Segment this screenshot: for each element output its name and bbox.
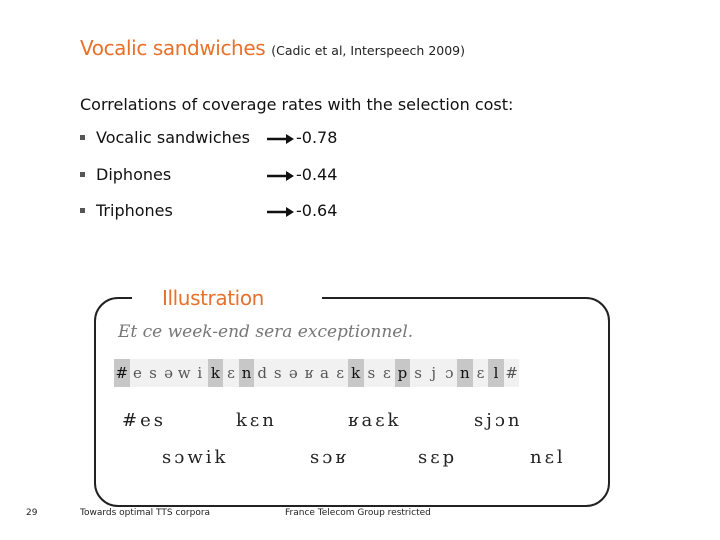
phoneme-cell: e (130, 359, 146, 387)
phoneme-cell: ə (161, 359, 177, 387)
phoneme-cell: ɛ (379, 359, 395, 387)
phoneme-cell: k (208, 359, 224, 387)
phoneme-cell: l (488, 359, 504, 387)
phoneme-cell: s (364, 359, 380, 387)
phoneme-cell: ɔ (441, 359, 457, 387)
sandwich-group: #es (122, 410, 166, 431)
bullet-marker (80, 208, 85, 213)
sandwich-group: ʁaɛk (348, 410, 402, 431)
phoneme-cell: # (504, 359, 520, 387)
sandwich-group: sɔʁ (310, 447, 349, 468)
bullet-label: Triphones (96, 201, 173, 220)
phoneme-cell: ɛ (332, 359, 348, 387)
bullet-label: Diphones (96, 165, 172, 184)
bullet-marker (80, 135, 85, 140)
correlation-value: -0.64 (296, 201, 338, 220)
phoneme-cell: s (270, 359, 286, 387)
bullet-label: Vocalic sandwiches (96, 128, 250, 147)
sandwich-group: nɛl (530, 447, 566, 468)
sandwich-group: sjɔn (474, 410, 523, 431)
phoneme-cell: d (254, 359, 270, 387)
phoneme-cell: n (239, 359, 255, 387)
phoneme-cell: w (176, 359, 192, 387)
intro-text: Correlations of coverage rates with the selection cost: (80, 95, 514, 114)
phoneme-cell: n (457, 359, 473, 387)
phoneme-cell: ə (286, 359, 302, 387)
slide-title (80, 36, 465, 60)
bullet-marker (80, 172, 85, 177)
phoneme-cell: a (317, 359, 333, 387)
example-sentence: Et ce week-end sera exceptionnel. (118, 322, 414, 342)
slide-title-main: Vocalic sandwiches (80, 36, 266, 60)
footer-center: France Telecom Group restricted (285, 508, 431, 518)
phoneme-cell: i (192, 359, 208, 387)
phoneme-cell: ʁ (301, 359, 317, 387)
phoneme-cell: s (145, 359, 161, 387)
footer-left: Towards optimal TTS corpora (80, 508, 211, 518)
illustration-label: Illustration (162, 286, 264, 310)
sandwich-group: sɛp (418, 447, 458, 468)
phoneme-cell: ɛ (473, 359, 489, 387)
arrow-right-icon (266, 128, 294, 148)
phoneme-cell: j (426, 359, 442, 387)
arrow-right-icon (266, 201, 294, 221)
phoneme-cell: s (410, 359, 426, 387)
correlation-value: -0.44 (296, 165, 338, 184)
phoneme-cell: # (114, 359, 130, 387)
sandwich-group: sɔwik (162, 447, 229, 468)
page-number: 29 (26, 508, 38, 518)
phoneme-cell: ɛ (223, 359, 239, 387)
slide-title-citation: (Cadic et al, Interspeech 2009) (271, 43, 466, 58)
phoneme-cell: k (348, 359, 364, 387)
phoneme-strip (114, 359, 519, 387)
correlation-value: -0.78 (296, 128, 338, 147)
sandwich-group: kɛn (236, 410, 277, 431)
arrow-right-icon (266, 165, 294, 185)
phoneme-cell: p (395, 359, 411, 387)
